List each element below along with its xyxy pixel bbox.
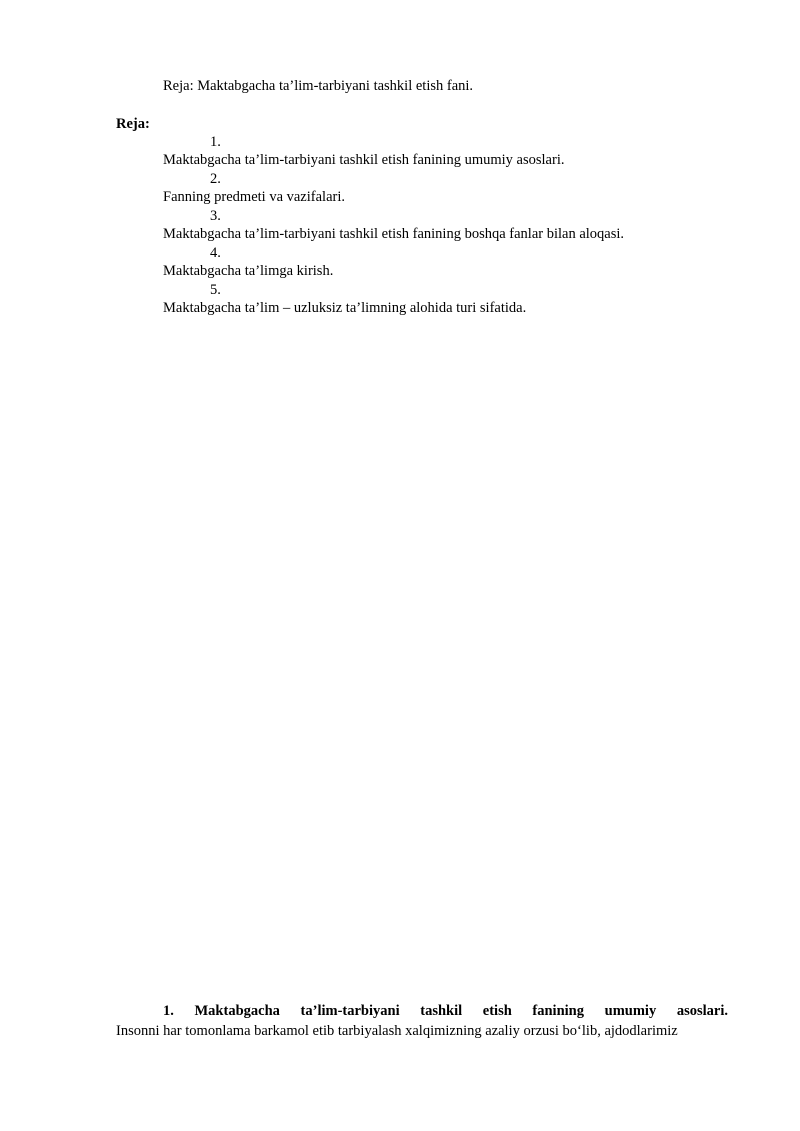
section-heading-word: ta’lim-tarbiyani [300, 1003, 400, 1019]
plan-item-text: Maktabgacha ta’lim-tarbiyani tashkil etish fanining umumiy asoslari. [163, 152, 565, 168]
section-heading-word: etish [482, 1003, 512, 1019]
plan-item-text: Maktabgacha ta’lim – uzluksiz ta’limning alohida turi sifatida. [163, 300, 527, 316]
section-heading-word: tashkil [420, 1003, 463, 1019]
plan-heading: Reja: [116, 116, 150, 132]
plan-item-number: 4. [210, 245, 221, 261]
section-heading-word: fanining [532, 1003, 584, 1019]
section-heading-word: umumiy [604, 1003, 657, 1019]
section-body-text: Insonni har tomonlama barkamol etib tarbiyalash xalqimizning azaliy orzusi bo‘lib, ajdodlarimiz [116, 1023, 678, 1039]
plan-item-text: Maktabgacha ta’limga kirish. [163, 263, 334, 279]
plan-item-number: 2. [210, 171, 221, 187]
section-heading-word: Maktabgacha [194, 1003, 280, 1019]
subject-line: Reja: Maktabgacha ta’lim-tarbiyani tashkil etish fani. [163, 78, 474, 94]
plan-item-text: Fanning predmeti va vazifalari. [163, 189, 345, 205]
plan-item-number: 3. [210, 208, 221, 224]
section-heading-word: asoslari. [676, 1003, 728, 1019]
plan-item-number: 5. [210, 282, 221, 298]
section-heading-word: 1. [163, 1003, 174, 1019]
plan-item-number: 1. [210, 134, 221, 150]
section-heading [163, 1002, 728, 1020]
plan-item-text: Maktabgacha ta’lim-tarbiyani tashkil etish fanining boshqa fanlar bilan aloqasi. [163, 226, 625, 242]
